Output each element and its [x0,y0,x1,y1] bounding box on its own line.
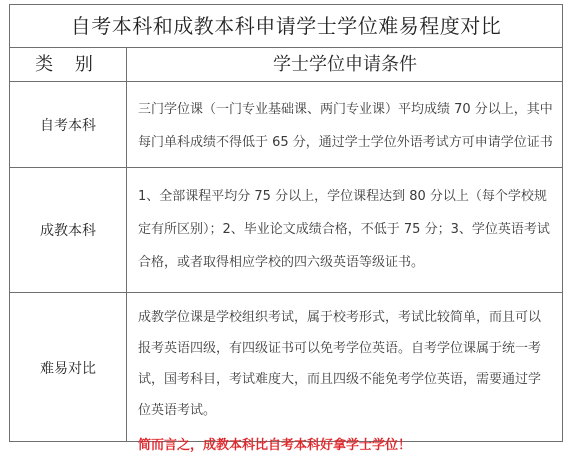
row-category-self-study [10,82,127,168]
category-label: 成教本科 [40,223,96,239]
comparison-text: 成教学位课是学校组织考试，属于校考形式，考试比较简单，而且可以报考英语四级，有四级证书可以免考学位英语。自考学位课属于统一考试，国考科目，考试难度大，而且四级不能免考学位英语，需要通过学位英语考试。 [138,310,542,418]
table-title: 自考本科和成教本科申请学士学位难易程度对比 [10,5,562,48]
row-category-adult-education [10,168,127,293]
row-conditions-adult-education [127,168,563,293]
header-category: 类 别 [10,48,127,82]
category-label: 自考本科 [40,117,96,134]
conclusion-text: 简而言之，成教本科比自考本科好拿学士学位！ [138,438,412,453]
conditions-text: 三门学位课（一门专业基础课、两门专业课）平均成绩 70 分以上，其中每门单科成绩不得低于 65 分，通过学士学位外语考试方可申请学位证书 [138,102,553,150]
row-category-difficulty [10,293,127,442]
row-conditions-self-study [127,82,563,168]
row-conditions-difficulty [127,293,563,453]
header-conditions: 学士学位申请条件 [127,48,563,82]
comparison-table [9,4,563,453]
category-label: 难易对比 [40,360,96,377]
conditions-text: 1、全部课程平均分 75 分以上，学位课程达到 80 分以上（每个学校规定有所区别）；2、毕业论文成绩合格，不低于 75 分；3、学位英语考试合格，或者取得相应学校的四六级英语等级证书。 [138,189,550,270]
